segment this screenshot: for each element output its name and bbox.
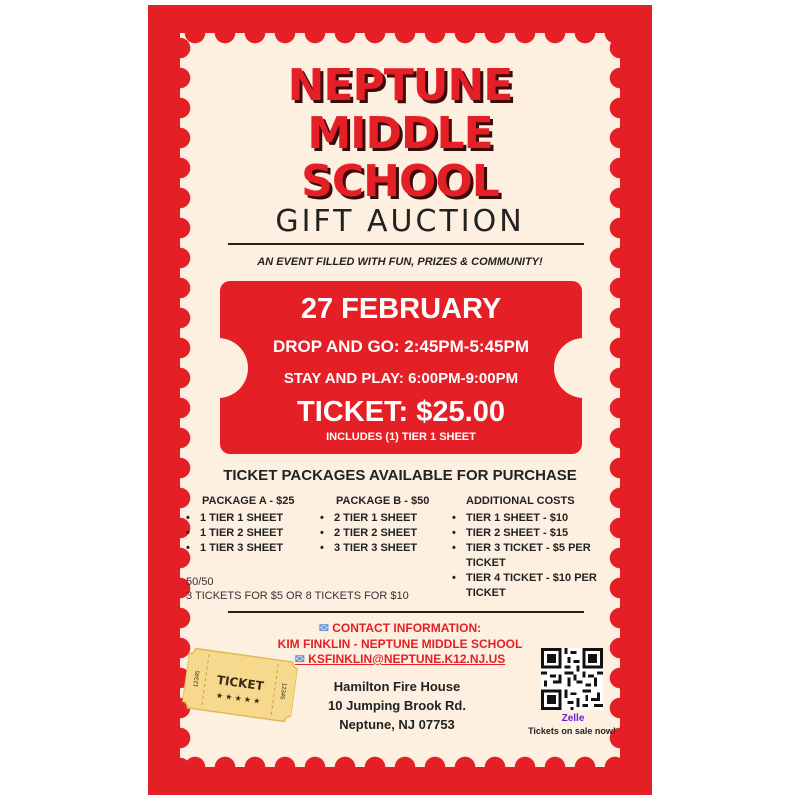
divider-top xyxy=(228,243,584,245)
contact-heading-row xyxy=(0,621,800,635)
address-line-1: Hamilton Fire House xyxy=(333,679,461,694)
fifty-fifty-label: 50/50 xyxy=(186,576,214,588)
drop-and-go-time: DROP AND GO: 2:45PM-5:45PM xyxy=(273,337,529,356)
package-a-list xyxy=(186,511,326,556)
tagline: AN EVENT FILLED WITH FUN, PRIZES & COMMUNITY! xyxy=(257,256,543,268)
list-item: • TIER 1 SHEET - $10 xyxy=(452,511,622,526)
title-line-2: MIDDLE xyxy=(307,108,493,159)
list-item: • TIER 4 TICKET - $10 PER TICKET xyxy=(452,571,622,601)
contact-email[interactable]: KSFINKLIN@NEPTUNE.K12.NJ.US xyxy=(308,652,506,666)
venue-address xyxy=(312,677,482,734)
list-item: • 3 TIER 3 SHEET xyxy=(320,541,450,556)
title-line-1: NEPTUNE xyxy=(287,60,513,111)
list-item: • 2 TIER 2 SHEET xyxy=(320,526,450,541)
package-b-list xyxy=(320,511,450,556)
additional-costs-list xyxy=(452,511,622,601)
stay-and-play-time: STAY AND PLAY: 6:00PM-9:00PM xyxy=(283,370,519,387)
ticket-stub-left: 12345 xyxy=(193,670,202,688)
list-item: • TIER 3 TICKET - $5 PER TICKET xyxy=(452,541,622,571)
list-item: • 2 TIER 1 SHEET xyxy=(320,511,450,526)
title-line-3: SCHOOL xyxy=(301,156,499,207)
ticket-stub-right: 12345 xyxy=(278,682,287,700)
subtitle: GIFT AUCTION xyxy=(275,204,525,239)
ticket-price: TICKET: $25.00 xyxy=(297,396,505,428)
mail-icon: ✉ xyxy=(318,621,329,635)
address-line-3: Neptune, NJ 07753 xyxy=(339,717,455,732)
address-line-2: 10 Jumping Brook Rd. xyxy=(328,698,466,713)
additional-costs-title: ADDITIONAL COSTS xyxy=(466,495,575,507)
package-b-title: PACKAGE B - $50 xyxy=(336,495,430,507)
event-date: 27 FEBRUARY xyxy=(300,293,502,325)
list-item: • 1 TIER 1 SHEET xyxy=(186,511,326,526)
star-icons: ★ ★ ★ ★ ★ xyxy=(215,690,261,706)
ticket-includes: INCLUDES (1) TIER 1 SHEET xyxy=(326,431,476,443)
list-item: • TIER 2 SHEET - $15 xyxy=(452,526,622,541)
ticket-graphic-label: TICKET xyxy=(215,672,265,694)
envelope-icon: ✉ xyxy=(294,652,305,666)
contact-heading: CONTACT INFORMATION: xyxy=(332,621,482,635)
package-a-title: PACKAGE A - $25 xyxy=(202,495,295,507)
zelle-logo: Zelle xyxy=(561,713,585,724)
contact-name: KIM FINKLIN - NEPTUNE MIDDLE SCHOOL xyxy=(277,637,523,651)
packages-heading: TICKET PACKAGES AVAILABLE FOR PURCHASE xyxy=(223,467,577,484)
event-banner xyxy=(220,281,582,454)
tickets-on-sale-note: Tickets on sale now! xyxy=(528,726,616,736)
contact-email-row[interactable] xyxy=(0,652,800,666)
list-item: • 1 TIER 3 SHEET xyxy=(186,541,326,556)
list-item: • 1 TIER 2 SHEET xyxy=(186,526,326,541)
qr-code-icon[interactable] xyxy=(541,648,603,710)
divider-bottom xyxy=(228,611,584,613)
fifty-fifty-detail: 3 TICKETS FOR $5 OR 8 TICKETS FOR $10 xyxy=(186,590,409,602)
